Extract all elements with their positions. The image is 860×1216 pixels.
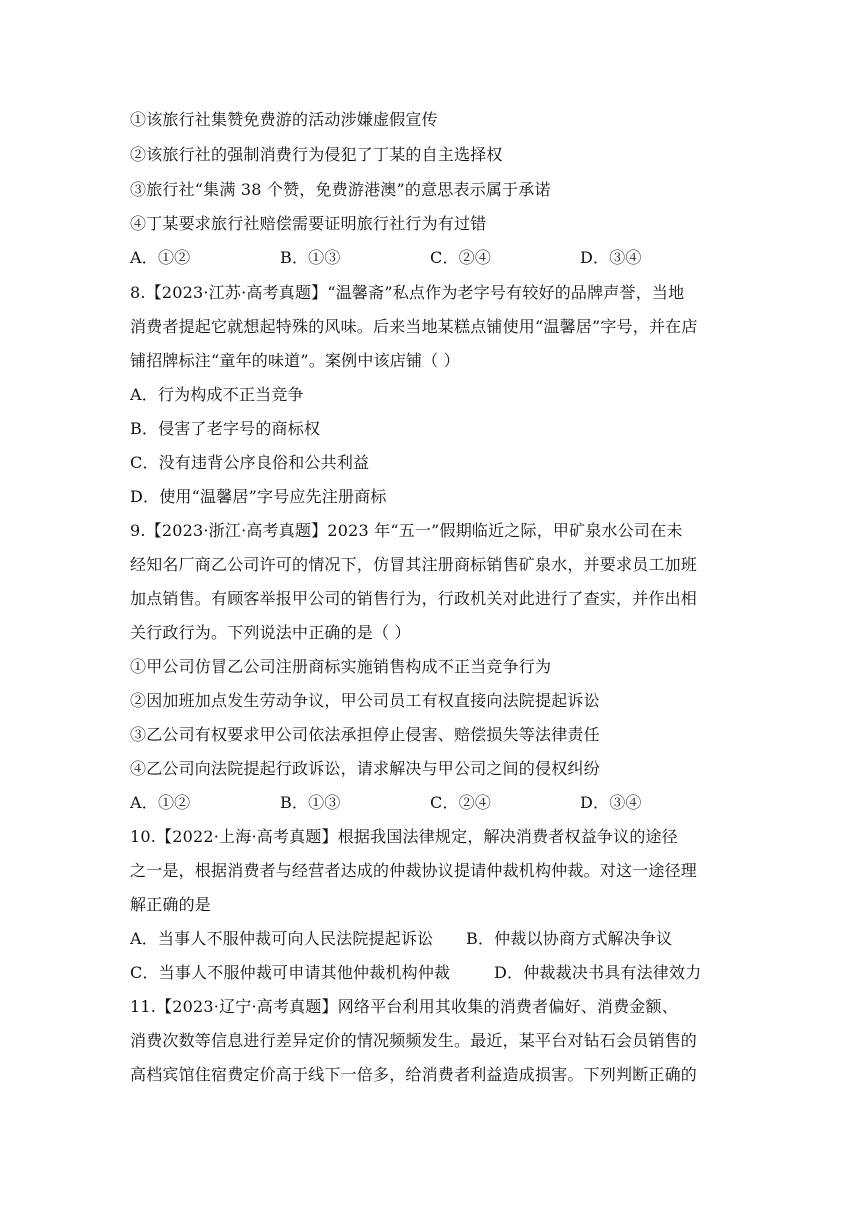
q9-option-c: C．②④ [430,793,492,812]
q9-option-a: A．①② [130,793,191,812]
q9-stem-line-2: 经知名厂商乙公司许可的情况下，仿冒其注册商标销售矿泉水，并要求员工加班 [130,555,698,574]
q11-stem-line-3: 高档宾馆住宿费定价高于线下一倍多，给消费者利益造成损害。下列判断正确的 [130,1065,698,1084]
q7-statement-4: ④丁某要求旅行社赔偿需要证明旅行社行为有过错 [130,214,487,233]
q9-stem-line-4: 关行政行为。下列说法中正确的是（ ） [130,623,411,642]
q10-option-d: D．仲裁裁决书具有法律效力 [494,963,702,982]
q8-option-c: C．没有违背公序良俗和公共利益 [130,453,370,472]
q8-stem-line-1: 8.【2023·江苏·高考真题】“温馨斋”私点作为老字号有较好的品牌声誉，当地 [130,283,685,302]
q10-option-b: B．仲裁以协商方式解决争议 [466,929,673,948]
q9-stem-line-3: 加点销售。有顾客举报甲公司的销售行为，行政机关对此进行了查实，并作出相 [130,589,698,608]
q7-option-b: B．①③ [280,248,341,267]
q7-statement-3: ③旅行社“集满 38 个赞，免费游港澳”的意思表示属于承诺 [130,180,551,199]
q9-option-d: D．③④ [580,793,642,812]
q7-statement-1: ①该旅行社集赞免费游的活动涉嫌虚假宣传 [130,110,438,129]
q8-option-b: B．侵害了老字号的商标权 [130,419,321,438]
q10-stem-line-2: 之一是，根据消费者与经营者达成的仲裁协议提请仲裁机构仲裁。对这一途径理 [130,861,698,880]
q8-option-a: A．行为构成不正当竞争 [130,385,304,404]
q9-statement-3: ③乙公司有权要求甲公司依法承担停止侵害、赔偿损失等法律责任 [130,725,600,744]
q10-stem-line-3: 解正确的是 [130,895,212,914]
q7-option-a: A．①② [130,248,191,267]
q9-statement-1: ①甲公司仿冒乙公司注册商标实施销售构成不正当竞争行为 [130,657,552,676]
q11-stem-line-2: 消费次数等信息进行差异定价的情况频频发生。最近，某平台对钻石会员销售的 [130,1031,698,1050]
q9-stem-line-1: 9.【2023·浙江·高考真题】2023 年“五一”假期临近之际，甲矿泉水公司在未 [130,521,683,540]
q10-stem-line-1: 10.【2022·上海·高考真题】根据我国法律规定，解决消费者权益争议的途径 [130,827,678,846]
q10-option-a: A．当事人不服仲裁可向人民法院提起诉讼 [130,929,434,948]
q7-option-d: D．③④ [580,248,642,267]
q8-stem-line-2: 消费者提起它就想起特殊的风味。后来当地某糕点铺使用“温馨居”字号，并在店 [130,317,698,336]
q7-option-c: C．②④ [430,248,492,267]
q8-stem-line-3: 铺招牌标注“童年的味道”。案例中该店铺（ ） [130,351,460,370]
q9-option-b: B．①③ [280,793,341,812]
q9-statement-2: ②因加班加点发生劳动争议，甲公司员工有权直接向法院提起诉讼 [130,691,600,710]
q11-stem-line-1: 11.【2023·辽宁·高考真题】网络平台利用其收集的消费者偏好、消费金额、 [130,997,678,1016]
q9-statement-4: ④乙公司向法院提起行政诉讼，请求解决与甲公司之间的侵权纠纷 [130,759,600,778]
q8-option-d: D．使用“温馨居”字号应先注册商标 [130,487,387,506]
q7-statement-2: ②该旅行社的强制消费行为侵犯了丁某的自主选择权 [130,145,503,164]
q10-option-c: C．当事人不服仲裁可申请其他仲裁机构仲裁 [130,963,451,982]
